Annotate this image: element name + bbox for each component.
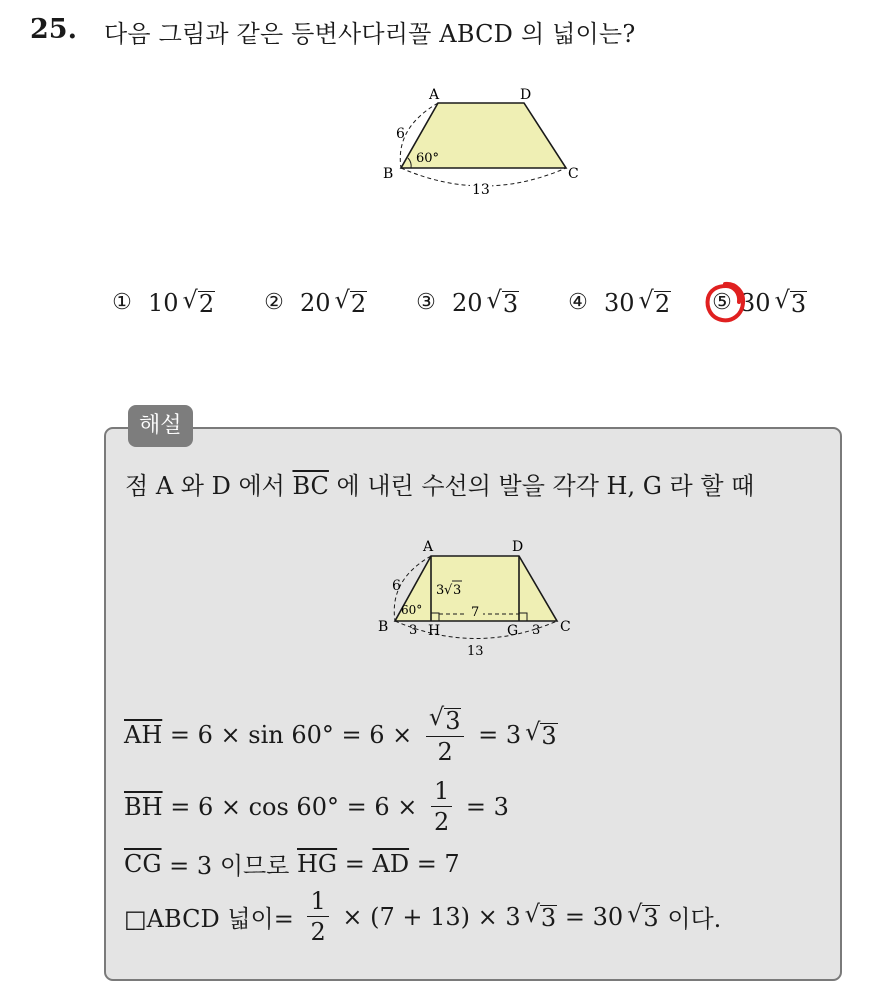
- sqrt: √ 2: [182, 286, 215, 318]
- eq-text: = 3: [458, 792, 509, 821]
- sqrt: √ 2: [334, 286, 367, 318]
- choice-number: ④: [568, 290, 588, 316]
- fraction: [431, 778, 452, 836]
- eq-text: = 7: [409, 849, 460, 878]
- radicand: 2: [350, 290, 367, 318]
- equation-4: [124, 888, 721, 946]
- radicand: 2: [654, 290, 671, 318]
- radicand: 2: [198, 290, 215, 318]
- label-angle: 60°: [416, 151, 440, 166]
- radicand: 3: [643, 904, 659, 933]
- fraction: [307, 888, 328, 946]
- choice-number: ①: [112, 290, 132, 316]
- label-base: 13: [467, 644, 484, 659]
- choice-coef: 30: [604, 288, 635, 317]
- segment-bc: $\overline{BC}$: [292, 472, 329, 500]
- fraction: √ 3 2: [426, 704, 465, 766]
- eq-text: = 3 이므로: [161, 852, 297, 880]
- segment-ah: $\overline{AH}$: [124, 720, 163, 749]
- eq-text: = 3: [470, 720, 522, 749]
- radicand: 3: [540, 904, 557, 933]
- label-d: D: [520, 87, 532, 103]
- question-number: 25.: [30, 14, 77, 45]
- eq-text: 이다.: [659, 905, 722, 934]
- eq-prefix: □ABCD 넓이=: [124, 905, 302, 934]
- denominator: 2: [433, 808, 450, 837]
- choice-2[interactable]: [260, 288, 367, 317]
- label-c: C: [568, 166, 579, 182]
- label-h: H: [428, 623, 441, 639]
- label-height-rad: 3: [453, 583, 462, 598]
- radicand: 3: [790, 290, 807, 318]
- segment-ad: $\overline{AD}$: [372, 849, 410, 878]
- segment-cg: $\overline{CG}$: [124, 849, 162, 878]
- label-right-seg: 3: [532, 623, 541, 638]
- sqrt: √ 3: [774, 286, 807, 318]
- label-height-coef: 3: [436, 583, 445, 598]
- label-b: B: [383, 166, 394, 182]
- eq-text: = 30: [557, 902, 624, 931]
- label-d: D: [512, 539, 524, 555]
- segment-hg: $\overline{HG}$: [297, 849, 338, 878]
- radicand: 3: [502, 290, 519, 318]
- label-side: 6: [392, 578, 401, 594]
- label-mid: 7: [471, 605, 480, 620]
- equation-2: [124, 778, 509, 836]
- choice-3[interactable]: [412, 288, 519, 317]
- choice-1[interactable]: [108, 288, 215, 317]
- equation-1: [124, 704, 558, 766]
- numerator: 1: [431, 778, 452, 807]
- equation-3: [124, 846, 460, 881]
- label-c: C: [560, 619, 571, 635]
- eq-text: =: [337, 849, 373, 878]
- radicand: 3: [541, 722, 557, 751]
- sqrt: √ 2: [638, 286, 671, 318]
- label-b: B: [378, 619, 389, 635]
- question-text: 다음 그림과 같은 등변사다리꼴 ABCD 의 넓이는?: [104, 20, 636, 48]
- sqrt: √ 3: [525, 718, 557, 751]
- intro-text: 점 A 와 D 에서: [125, 472, 293, 500]
- label-base: 13: [472, 182, 490, 198]
- choice-number: ②: [264, 290, 284, 316]
- choice-coef: 20: [452, 288, 483, 317]
- denominator: 2: [437, 738, 453, 767]
- label-a: A: [429, 87, 440, 103]
- solution-intro: [125, 466, 754, 501]
- sqrt: √ 3: [524, 900, 557, 933]
- intro-text: 에 내린 수선의 발을 각각 H, G 라 할 때: [328, 472, 755, 500]
- label-a: A: [423, 539, 434, 555]
- selected-circle-mark: [702, 280, 748, 326]
- choice-coef: 30: [740, 288, 771, 317]
- eq-text: = 6 × sin 60° = 6 ×: [162, 720, 420, 749]
- label-angle: 60°: [401, 603, 423, 617]
- eq-text: = 6 × cos 60° = 6 ×: [162, 792, 425, 821]
- trapezoid-figure: [370, 80, 610, 205]
- numerator: 1: [307, 888, 328, 917]
- label-height-sqrt-sign: √: [444, 583, 453, 598]
- radicand: 3: [445, 707, 461, 735]
- choice-coef: 20: [300, 288, 331, 317]
- solution-tag: 해설: [128, 405, 193, 447]
- trapezoid-height-figure: [373, 534, 583, 659]
- choice-5[interactable]: [708, 288, 807, 317]
- label-side: 6: [396, 126, 405, 142]
- choice-number: ⑤: [712, 290, 732, 316]
- segment-bh: $\overline{BH}$: [124, 792, 163, 821]
- sqrt: √ 3: [486, 286, 519, 318]
- choice-coef: 10: [148, 288, 179, 317]
- choice-4[interactable]: [564, 288, 671, 317]
- sqrt: √ 3: [627, 900, 659, 933]
- answer-choices: [108, 288, 848, 328]
- label-left-seg: 3: [409, 623, 418, 638]
- label-g: G: [507, 623, 519, 639]
- denominator: 2: [310, 918, 326, 947]
- choice-number: ③: [416, 290, 436, 316]
- eq-text: × (7 + 13) × 3: [334, 902, 521, 931]
